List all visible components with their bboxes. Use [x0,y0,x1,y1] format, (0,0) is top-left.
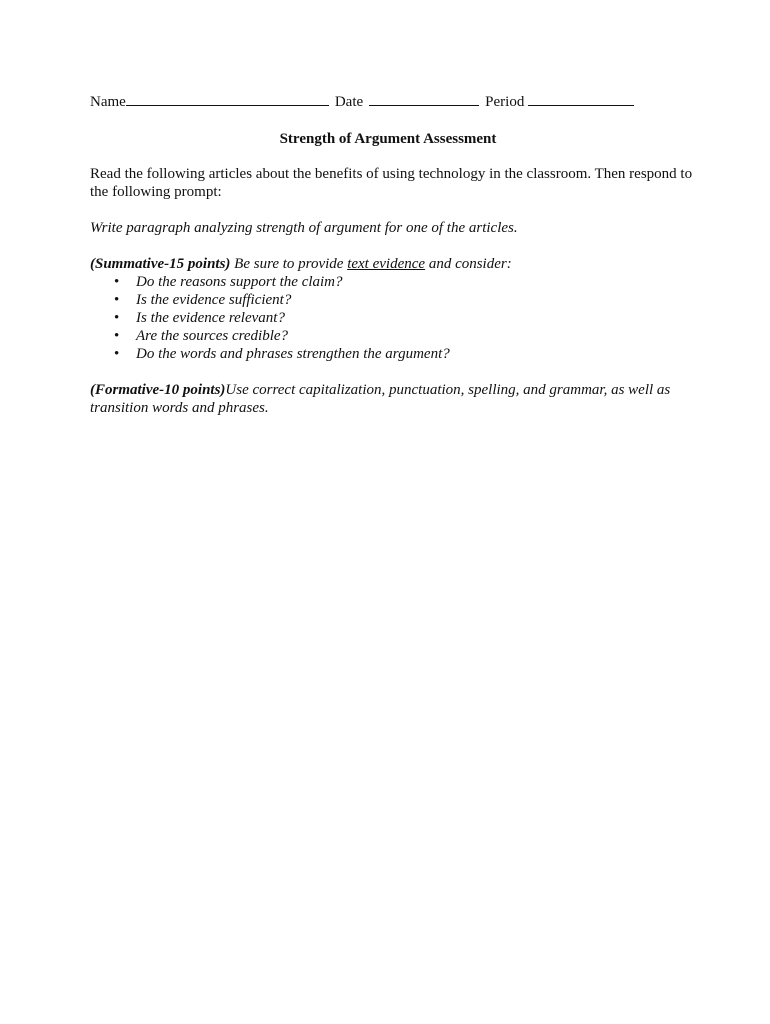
list-item [90,309,710,327]
period-blank[interactable] [528,91,634,106]
summative-label: (Summative-15 points) [90,256,231,272]
period-label: Period [485,94,525,110]
date-label: Date [334,94,364,110]
summative-text-before: Be sure to provide [230,256,348,272]
list-item [90,273,710,291]
prompt-text: Write paragraph analyzing strength of argument for one of the articles. [90,220,518,236]
name-label: Name [90,94,126,110]
bullet-icon: • [114,346,120,362]
list-item [90,327,710,345]
list-item-text: Do the reasons support the claim? [136,274,343,290]
intro-paragraph: Read the following articles about the benefits of using technology in the classroom. Then respond to the following prompt: [90,166,693,200]
formative-label: (Formative-10 points) [90,382,226,398]
summative-line [90,255,710,273]
summative-text-after: and consider: [425,256,512,272]
list-item-text: Are the sources credible? [136,328,289,344]
text-evidence-underlined: text evidence [347,256,426,272]
list-item-text: Is the evidence relevant? [136,310,285,326]
bullet-icon: • [114,328,120,344]
document-page [90,91,710,417]
formative-text: Use correct capitalization, punctuation, spelling, and grammar, as well as transition words and phrases. [90,382,671,416]
list-item [90,291,710,309]
bullet-icon: • [114,274,120,290]
bullet-icon: • [114,310,120,326]
document-title: Strength of Argument Assessment [279,131,497,147]
summative-section [90,255,710,363]
bullet-icon: • [114,292,120,308]
date-blank[interactable] [369,91,479,106]
list-item [90,345,710,363]
name-blank[interactable] [126,91,329,106]
list-item-text: Is the evidence sufficient? [136,292,292,308]
formative-section [90,381,710,417]
header-fields [90,91,710,113]
consider-list [90,273,710,363]
list-item-text: Do the words and phrases strengthen the argument? [136,346,450,362]
